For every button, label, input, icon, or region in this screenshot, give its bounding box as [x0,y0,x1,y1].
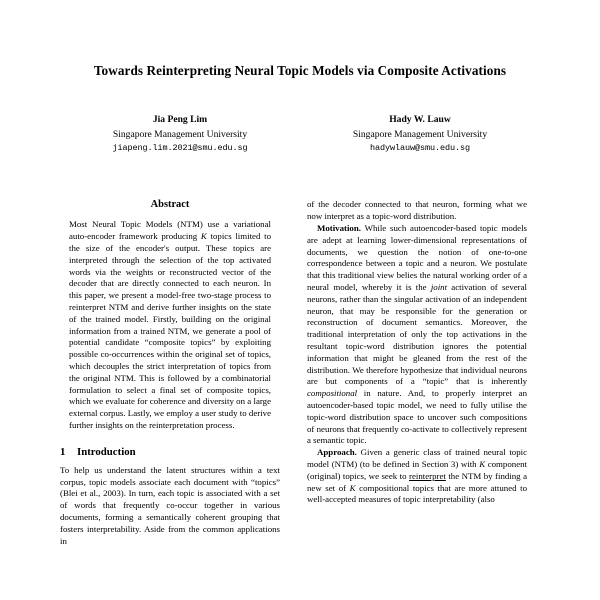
author-email[interactable]: jiapeng.lim.2021@smu.edu.sg [112,143,248,154]
approach-text-part3: the NTM by finding a new set of [307,470,527,493]
section-title: Introduction [77,445,136,458]
author-name: Hady W. Lauw [389,114,451,126]
abstract-text-part2: topics limited to the size of the encoder's output. These topics are interpreted through the selection of the top activated words via the weights or reconstructed vector of the decoder that are directly connected to each neuron. In this paper, we present a model-free two-stage process to reinterpret NTM and derive further insights on the state of the trained model. Firstly, building on the original information from a trained NTM, we generate a pool of potential candidate “composite topics” by exploiting possible co-occurrences within the original set of topics, which decouples the strict interpretation of topics from the original NTM. This is followed by a combinatorial formulation to select a final set of composite topics, which we evaluate for coherence and diversity on a large external corpus. Lastly, we employ a user study to derive further insights on the reinterpretation process. [69,231,271,430]
approach-text-part2: component (original) topics, we seek to [307,458,527,481]
motivation-italic-compositional: compositional [307,388,358,399]
body-columns [60,199,540,599]
motivation-italic-joint: joint [430,282,448,293]
author-email[interactable]: hadywlauw@smu.edu.sg [369,143,471,154]
page-title: Towards Reinterpreting Neural Topic Models via Composite Activations [93,63,507,78]
author-block [60,113,540,154]
author-entry [300,113,540,154]
introduction-paragraph: To help us understand the latent structures within a text corpus, topic models associate each document with “topics” (Blei et al., 2003). In turn, each topic is associated with a set of words that frequently co-occur together in various documents, forming a semantically coherent grouping that fosters interpretability. Aside from the common applications in [60,464,280,546]
approach-text-part4: compositional topics that are more attuned to well-accepted measures of topic interpretability (also [307,482,527,505]
abstract-text-part1: Most Neural Topic Models (NTM) use a variational auto-encoder framework producing [69,219,271,242]
right-column [307,199,527,599]
author-entry [60,113,300,154]
abstract-heading: Abstract [150,199,190,211]
column-continuation-text: of the decoder connected to that neuron, forming what we now interpret as a topic-word distribution. [307,199,527,222]
section-number: 1 [60,445,66,458]
approach-runin-heading: Approach. [317,447,357,458]
motivation-text-part2: activation of several neurons, rather than the singular activation of an independent neuron, that may be responsible for the generation or reconstruction of document semantics. Moreover, the traditional interpretation of only the top activations in the resultant topic-word distribution ignores the potential information that might be gleaned from the rest of the distribution. We therefore hypothesize that individual neurons are but components of a “topic” that is inherently [307,282,527,387]
approach-paragraph [307,447,527,506]
section-heading-introduction [60,446,280,458]
abstract-text [69,219,271,431]
motivation-text-part3: in nature. And, to properly interpret an autoencoder-based topic model, we need to fully utilise the topic-word distribution space to uncover such compositions of neurons that frequently co-activate to collectively represent a semantic topic. [307,388,527,446]
motivation-runin-heading: Motivation. [317,223,361,234]
motivation-text-part1: While such autoencoder-based topic models are adept at learning lower-dimensional representations of documents, we question the notion of one-to-one correspondence between a topic and a neuron. We postulate that this traditional view belies the natural working order of a neural model, whereby it is the [307,223,527,293]
left-column [60,199,280,599]
approach-underlined-reinterpret: reinterpret [409,470,446,481]
author-affiliation: Singapore Management University [112,128,248,140]
author-affiliation: Singapore Management University [352,128,488,140]
abstract-section [60,199,280,431]
abstract-symbol-k: K [200,231,207,242]
approach-text-part1: Given a generic class of trained neural topic model (NTM) (to be defined in Section 3) with [307,447,527,469]
motivation-paragraph [307,223,527,447]
author-name: Jia Peng Lim [152,114,208,126]
approach-symbol-k-first: K [479,458,486,469]
approach-symbol-k-second: K [349,482,356,493]
